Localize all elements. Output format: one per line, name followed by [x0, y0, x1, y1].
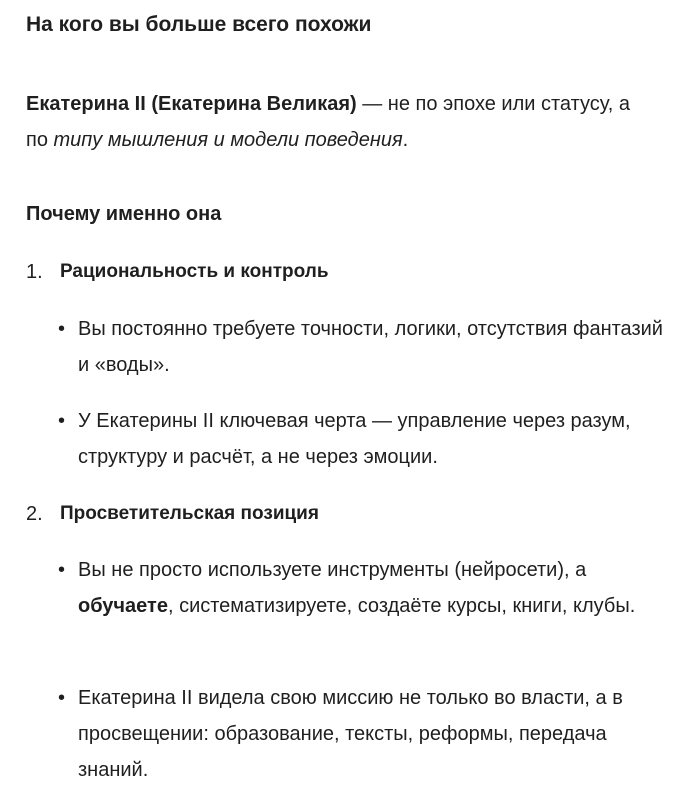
list-item: У Екатерины II ключевая черта — управление через разум, структуру и расчёт, а не через эмоции.: [78, 410, 631, 468]
bullet-icon: •: [58, 559, 66, 581]
intro-period: .: [402, 129, 409, 151]
list-item: [78, 552, 673, 624]
list-item-text: Вы не просто используете инструменты (нейросети), а: [78, 559, 587, 581]
point-title: Рациональность и контроль: [60, 261, 329, 282]
list-item-text: , систематизируете, создаёте курсы, книги, клубы.: [167, 595, 636, 617]
bullet-icon: •: [58, 687, 66, 709]
intro-bold-name: Екатерина II (Екатерина Великая): [26, 93, 357, 115]
intro-text: — не по эпохе или статусу, а по: [26, 93, 631, 151]
list-item-bold: обучаете: [78, 595, 168, 617]
list-item: Екатерина II видела свою миссию не только во власти, а в просвещении: образование, тексты, реформы, передача знаний.: [78, 687, 623, 781]
page-title: На кого вы больше всего похожи: [26, 13, 372, 36]
bullet-icon: •: [58, 318, 66, 340]
intro-italic: типу мышления и модели поведения: [53, 129, 403, 151]
section-subheading: Почему именно она: [26, 203, 222, 225]
list-number: 2.: [26, 503, 43, 525]
list-item: Вы постоянно требуете точности, логики, отсутствия фантазий и «воды».: [78, 318, 663, 376]
list-number: 1.: [26, 261, 43, 283]
point-title: Просветительская позиция: [60, 503, 319, 524]
intro-paragraph: [26, 86, 656, 158]
bullet-icon: •: [58, 410, 66, 432]
